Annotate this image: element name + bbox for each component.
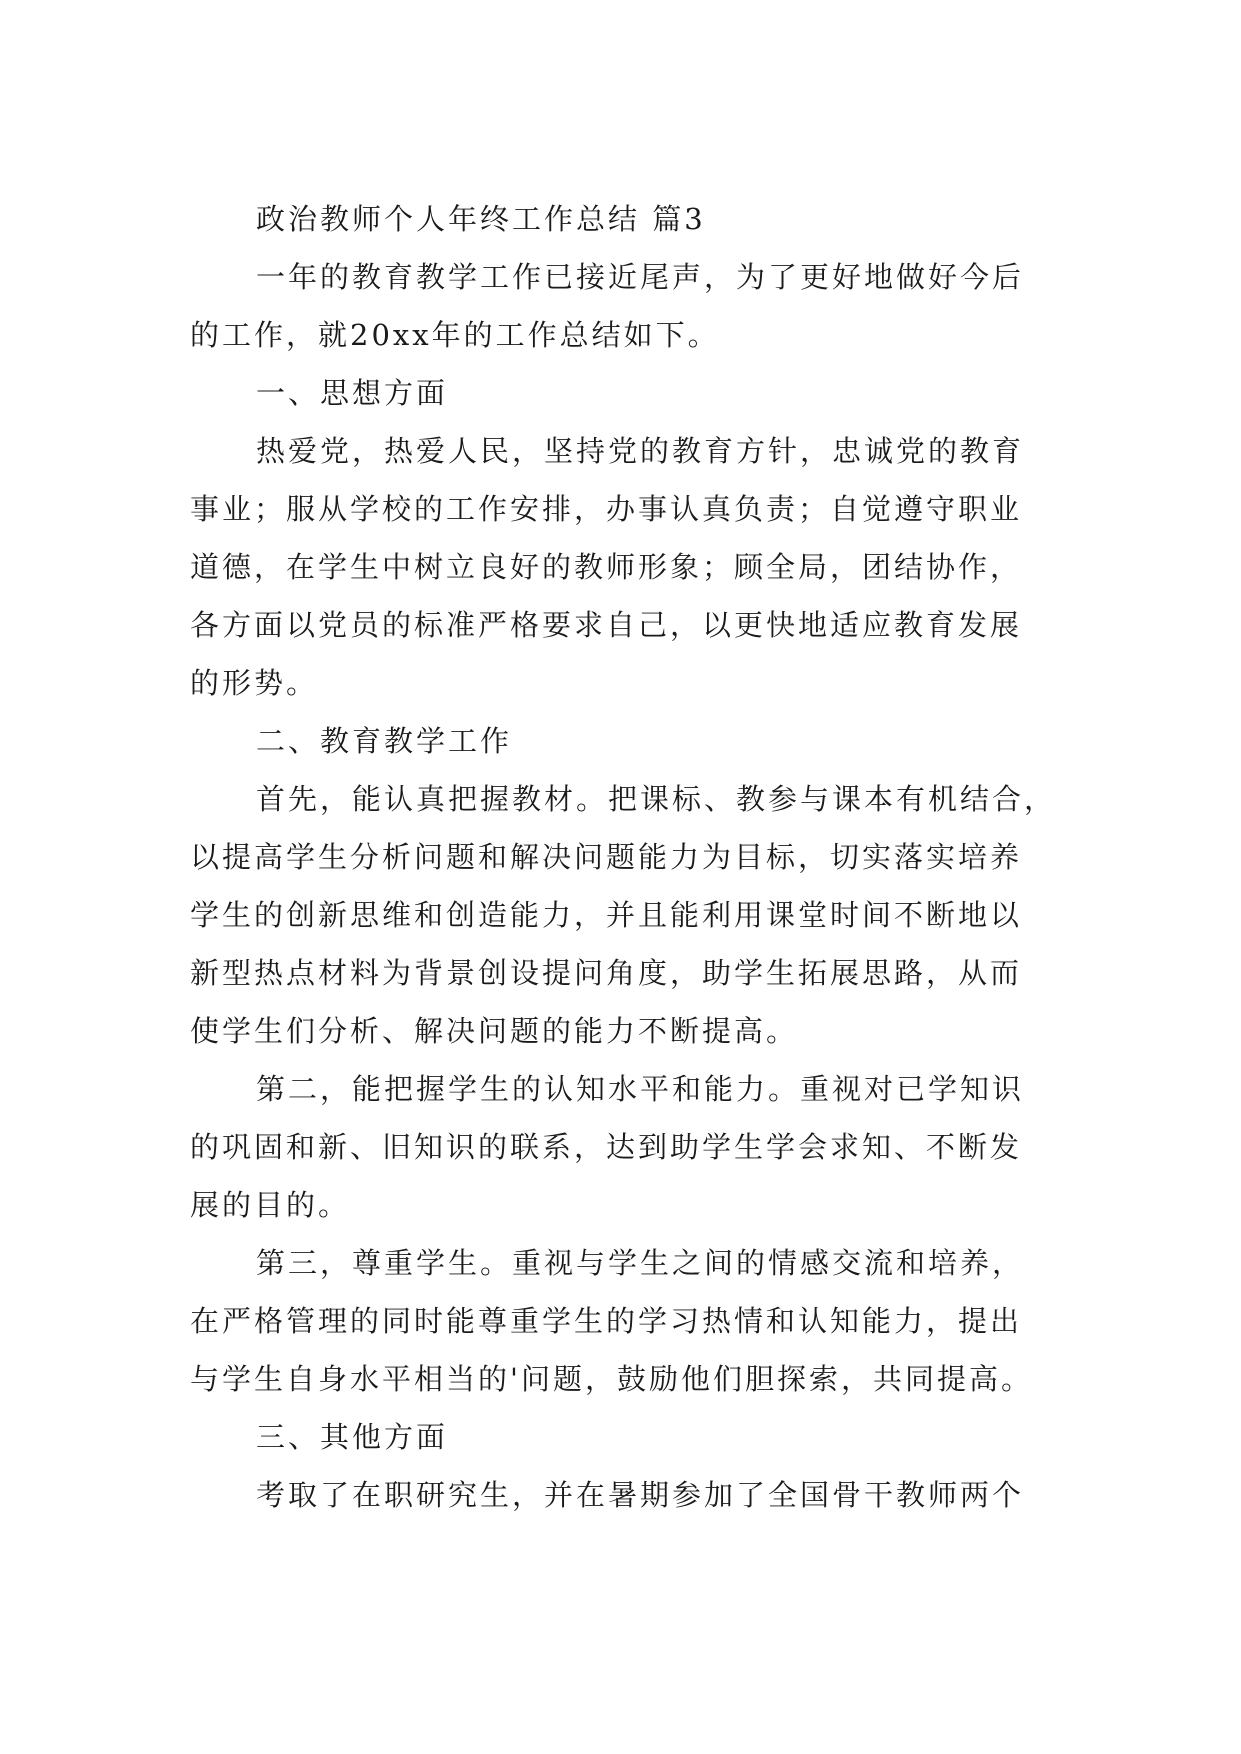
- paragraph-line: 事业；服从学校的工作安排，办事认真负责；自觉遵守职业: [190, 492, 1023, 526]
- intro-line: 的工作，就20xx年的工作总结如下。: [190, 318, 720, 352]
- paragraph-line: 学生的创新思维和创造能力，并且能利用课堂时间不断地以: [190, 898, 1023, 932]
- paragraph-line: 展的目的。: [190, 1188, 351, 1222]
- section-heading: 一、思想方面: [256, 376, 449, 410]
- paragraph-line: 的形势。: [190, 666, 319, 700]
- paragraph-line: 的巩固和新、旧知识的联系，达到助学生学会求知、不断发: [190, 1130, 1023, 1164]
- section-heading: 二、教育教学工作: [256, 724, 513, 758]
- intro-line: 一年的教育教学工作已接近尾声，为了更好地做好今后: [256, 260, 1025, 294]
- paragraph-line: 各方面以党员的标准严格要求自己，以更快地适应教育发展: [190, 608, 1023, 642]
- paragraph-line: 使学生们分析、解决问题的能力不断提高。: [190, 1014, 799, 1048]
- document-title: 政治教师个人年终工作总结 篇3: [256, 202, 706, 236]
- section-heading: 三、其他方面: [256, 1420, 449, 1454]
- paragraph-line: 以提高学生分析问题和解决问题能力为目标，切实落实培养: [190, 840, 1023, 874]
- paragraph-line: 新型热点材料为背景创设提问角度，助学生拓展思路，从而: [190, 956, 1023, 990]
- paragraph-line: 第三，尊重学生。重视与学生之间的情感交流和培养，: [256, 1246, 1025, 1280]
- paragraph-line: 第二，能把握学生的认知水平和能力。重视对已学知识: [256, 1072, 1025, 1106]
- paragraph-line: 道德，在学生中树立良好的教师形象；顾全局，团结协作，: [190, 550, 1023, 584]
- paragraph-line: 首先，能认真把握教材。把课标、教参与课本有机结合，: [256, 782, 1057, 816]
- document-body: [190, 190, 1057, 1524]
- paragraph-line: 在严格管理的同时能尊重学生的学习热情和认知能力，提出: [190, 1304, 1023, 1338]
- paragraph-line: 与学生自身水平相当的'问题，鼓励他们胆探索，共同提高。: [190, 1362, 1033, 1396]
- paragraph-line: 考取了在职研究生，并在暑期参加了全国骨干教师两个: [256, 1478, 1025, 1512]
- paragraph-line: 热爱党，热爱人民，坚持党的教育方针，忠诚党的教育: [256, 434, 1025, 468]
